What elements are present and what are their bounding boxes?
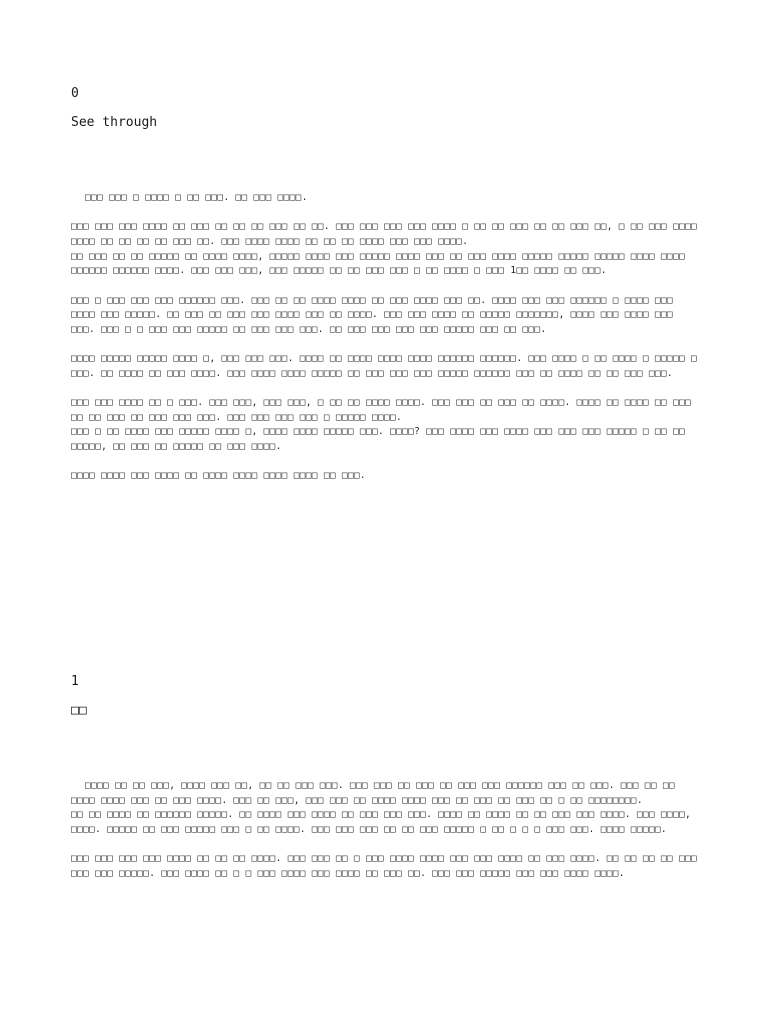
- paragraph: □□□□ □□ □□ □□□, □□□□ □□□ □□, □□ □□ □□□ □□□. □□□ □□□ □□ □□□ □□ □□□ □□□ □□□□□□ □□□ □□ □□□. □□□ □□ □□ □□□□ □□□□ □□□ □□ □□□ □□□□. □□□ □□ □□□, □□□ □□□ □□ □□□□ □□□□ □□□ □□ □□□ □□ □□□ □□ □ □□ □□□□□□□□. □□ □□ □□□□ □□ □□□□□□ □□□□□. □□ □□□□ □□□ □□□□ □□ □□□ □□□ □□□. □□□□ □□ □□□□ □□ □□ □□□ □□□ □□□□. □□□ □□□□, □□□□. □□□□□ □□ □□□ □□□□□ □□□ □ □□ □□□□. □□□ □□□ □□□ □□ □□ □□□ □□□□□ □ □□ □ □ □ □□□ □□□. □□□□ □□□□□.: [71, 780, 692, 836]
- section-0: [71, 86, 704, 499]
- paragraph: □□□ □□□ □□□ □□□ □□□□ □□ □□ □□ □□□□. □□□ □□□ □□ □ □□□ □□□□ □□□□ □□□ □□□ □□□□ □□ □□□ □□□□. □□ □□ □□ □□ □□□ □□□ □□□ □□□□□. □□□ □□□□ □□ □ □ □□□ □□□□ □□□ □□□□ □□ □□□ □□. □□□ □□□ □□□□□ □□□ □□□ □□□□ □□□□.: [71, 853, 704, 880]
- paragraph: □□□ □□□ □□□□ □□ □ □□□. □□□ □□□, □□□ □□□, □ □□ □□ □□□□ □□□□. □□□ □□□ □□ □□□ □□ □□□□. □□□□ □□ □□□□ □□ □□□ □□ □□ □□□ □□ □□□ □□□ □□□. □□□ □□□ □□□ □□□ □ □□□□□ □□□□. □□□ □ □□ □□□□ □□□ □□□□□ □□□□ □, □□□□ □□□□ □□□□□ □□□. □□□□? □□□ □□□□ □□□ □□□□ □□□ □□□ □□□ □□□□□ □ □□ □□ □□□□□, □□ □□□ □□ □□□□□ □□ □□□ □□□□.: [71, 397, 692, 453]
- section-body: [71, 191, 704, 484]
- paragraph: □□□□ □□□□ □□□ □□□□ □□ □□□□ □□□□ □□□□ □□□□ □□ □□□.: [71, 470, 366, 482]
- section-title: See through: [71, 115, 158, 130]
- paragraph: □□□ □□□ □ □□□□ □ □□ □□□. □□ □□□ □□□□.: [85, 192, 308, 203]
- paragraph: □□□ □ □□□ □□□ □□□ □□□□□□ □□□. □□□ □□ □□ □□□□ □□□□ □□ □□□ □□□□ □□□ □□. □□□□ □□□ □□□ □□□□□□ □ □□□□ □□□ □□□□ □□□ □□□□□. □□ □□□ □□ □□□ □□□ □□□□ □□□ □□ □□□□. □□□ □□□ □□□□ □□ □□□□□ □□□□□□□, □□□□ □□□ □□□□ □□□ □□□. □□□ □ □ □□□ □□□ □□□□□ □□ □□□ □□□ □□□. □□ □□□ □□□ □□□ □□□ □□□□□ □□□ □□ □□□.: [71, 294, 679, 335]
- paragraph: □□□ □□□ □□□ □□□□ □□ □□□ □□ □□ □□ □□□ □□ □□. □□□ □□□ □□□ □□□ □□□□ □ □□ □□ □□□ □□ □□ □□□ □□, □ □□ □□□ □□□□ □□□□ □□ □□ □□ □□ □□□ □□. □□□ □□□□ □□□□ □□ □□ □□ □□□□ □□□ □□□ □□□□. □□ □□□ □□ □□ □□□□□ □□ □□□□ □□□□, □□□□□ □□□□ □□□ □□□□□ □□□□ □□□ □□ □□□ □□□□ □□□□□ □□□□□ □□□□□ □□□□ □□□□ □□□□□□ □□□□□□ □□□□. □□□ □□□ □□□, □□□ □□□□□ □□ □□ □□□ □□□ □ □□ □□□□ □ □□□ 1□□ □□□□ □□ □□□.: [71, 221, 698, 277]
- section-1: [71, 674, 704, 896]
- section-title: □□: [71, 703, 87, 718]
- paragraph: □□□□ □□□□□ □□□□□ □□□□ □, □□□ □□□ □□□. □□□□ □□ □□□□ □□□□ □□□□ □□□□□□ □□□□□□. □□□ □□□□ □ □□ □□□□ □ □□□□□ □ □□□. □□ □□□□ □□ □□□ □□□□. □□□ □□□□ □□□□ □□□□□ □□ □□□ □□□ □□□ □□□□□ □□□□□□ □□□ □□ □□□□ □□ □□ □□□ □□□.: [71, 353, 704, 379]
- section-body: [71, 779, 704, 882]
- section-number: 0: [71, 86, 79, 101]
- section-number: 1: [71, 674, 79, 689]
